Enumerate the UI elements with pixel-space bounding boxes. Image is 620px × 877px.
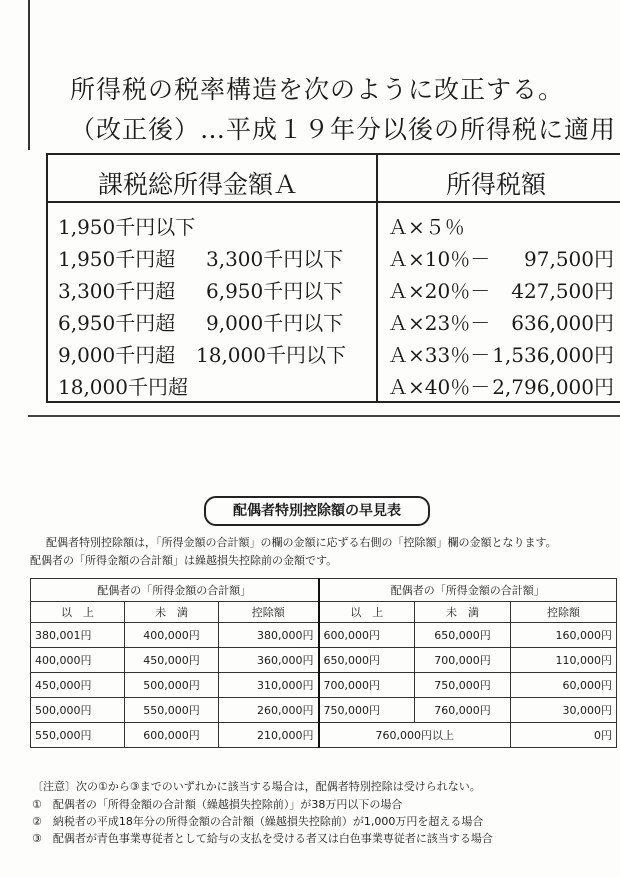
group-header-left: 配偶者の「所得金額の合計額」: [31, 579, 319, 602]
table-row: [31, 623, 617, 648]
rate-row: [46, 339, 620, 371]
max-value: 760,000円: [415, 698, 511, 723]
min-value: 380,001円: [31, 623, 125, 648]
min-value: 750,000円: [319, 698, 415, 723]
income-to: 18,000千円以下: [196, 343, 346, 367]
section-separator: [28, 415, 620, 417]
deduction-amount: 360,000円: [219, 648, 319, 673]
min-value: 500,000円: [31, 698, 125, 723]
deduction-table-title: 配偶者特別控除額の早見表: [204, 496, 430, 526]
min-value: 450,000円: [31, 673, 125, 698]
deduction-amount: 30,000円: [511, 698, 617, 723]
deduction-amount: 110,000円: [511, 648, 617, 673]
max-value: 500,000円: [125, 673, 219, 698]
tax-formula: Ａ×40％－: [388, 375, 491, 399]
header-taxable-income: 課税総所得金額Ａ: [98, 170, 299, 199]
tax-deduction: 427,500円: [511, 279, 614, 303]
min-value: 650,000円: [319, 648, 415, 673]
deduction-amount: 160,000円: [511, 623, 617, 648]
range-over: 760,000円以上: [319, 723, 511, 748]
income-from: 6,950千円超: [58, 311, 176, 335]
deduction-amount: 0円: [511, 723, 617, 748]
max-value: 400,000円: [125, 623, 219, 648]
tax-formula: Ａ×33％－: [388, 343, 491, 367]
col-max-right: 未 満: [415, 602, 511, 623]
deduction-amount: 210,000円: [219, 723, 319, 748]
min-value: 400,000円: [31, 648, 125, 673]
left-border-line: [28, 0, 30, 150]
note-item-1: ① 配偶者の「所得金額の合計額（繰越損失控除前）」が38万円以下の場合: [32, 798, 403, 811]
tax-rate-table: [46, 153, 620, 403]
min-value: 700,000円: [319, 673, 415, 698]
tax-deduction: 97,500円: [524, 247, 614, 271]
col-min-left: 以 上: [31, 602, 125, 623]
min-value: 550,000円: [31, 723, 125, 748]
table-row: [31, 673, 617, 698]
max-value: 650,000円: [415, 623, 511, 648]
income-from: 18,000千円超: [58, 375, 188, 399]
tax-formula: Ａ×20％－: [388, 279, 491, 303]
table-row: [31, 723, 617, 748]
rate-row: [46, 307, 620, 339]
rate-row: [46, 371, 620, 403]
tax-formula: Ａ×５％: [388, 215, 465, 239]
col-max-left: 未 満: [125, 602, 219, 623]
max-value: 450,000円: [125, 648, 219, 673]
heading-line-1: 所得税の税率構造を次のように改正する。: [70, 75, 565, 104]
min-value: 600,000円: [319, 623, 415, 648]
rate-row: [46, 243, 620, 275]
header-income-tax: 所得税額: [446, 170, 547, 199]
max-value: 750,000円: [415, 673, 511, 698]
income-from: 1,950千円超: [58, 247, 176, 271]
max-value: 550,000円: [125, 698, 219, 723]
deduction-amount: 60,000円: [511, 673, 617, 698]
rate-row: [46, 211, 620, 243]
income-to: 6,950千円以下: [206, 279, 344, 303]
col-amount-right: 控除額: [511, 602, 617, 623]
income-from: 3,300千円超: [58, 279, 176, 303]
rate-row: [46, 275, 620, 307]
max-value: 700,000円: [415, 648, 511, 673]
table-row: [31, 648, 617, 673]
deduction-amount: 260,000円: [219, 698, 319, 723]
tax-deduction: 2,796,000円: [492, 375, 614, 399]
note-item-3: ③ 配偶者が青色事業専従者として給与の支払を受ける者又は白色事業専従者に該当する場合: [32, 832, 493, 845]
income-from: 1,950千円以下: [58, 215, 196, 239]
deduction-amount: 380,000円: [219, 623, 319, 648]
spouse-deduction-table: [30, 578, 617, 748]
tax-formula: Ａ×10％－: [388, 247, 491, 271]
heading-line-2: （改正後）…平成１９年分以後の所得税に適用: [70, 115, 617, 144]
table-row: [31, 698, 617, 723]
intro-text-2: 配偶者の「所得金額の合計額」は繰越損失控除前の金額です。: [30, 554, 338, 567]
intro-text-1: 配偶者特別控除額は，「所得金額の合計額」の欄の金額に応ずる右側の「控除額」欄の金額となります。: [46, 536, 557, 549]
tax-deduction: 636,000円: [511, 311, 614, 335]
income-to: 3,300千円以下: [206, 247, 344, 271]
tax-deduction: 1,536,000円: [492, 343, 614, 367]
income-from: 9,000千円超: [58, 343, 176, 367]
col-amount-left: 控除額: [219, 602, 319, 623]
note-item-2: ② 納税者の平成18年分の所得金額の合計額（繰越損失控除前）が1,000万円を超える場合: [32, 815, 484, 828]
deduction-amount: 310,000円: [219, 673, 319, 698]
tax-formula: Ａ×23％－: [388, 311, 491, 335]
notes-title: 〔注意〕次の①から③までのいずれかに該当する場合は，配偶者特別控除は受けられない。: [32, 780, 481, 793]
group-header-right: 配偶者の「所得金額の合計額」: [319, 579, 617, 602]
max-value: 600,000円: [125, 723, 219, 748]
income-to: 9,000千円以下: [206, 311, 344, 335]
col-min-right: 以 上: [319, 602, 415, 623]
table-header-divider: [46, 201, 620, 203]
table-border-top: [46, 153, 620, 155]
